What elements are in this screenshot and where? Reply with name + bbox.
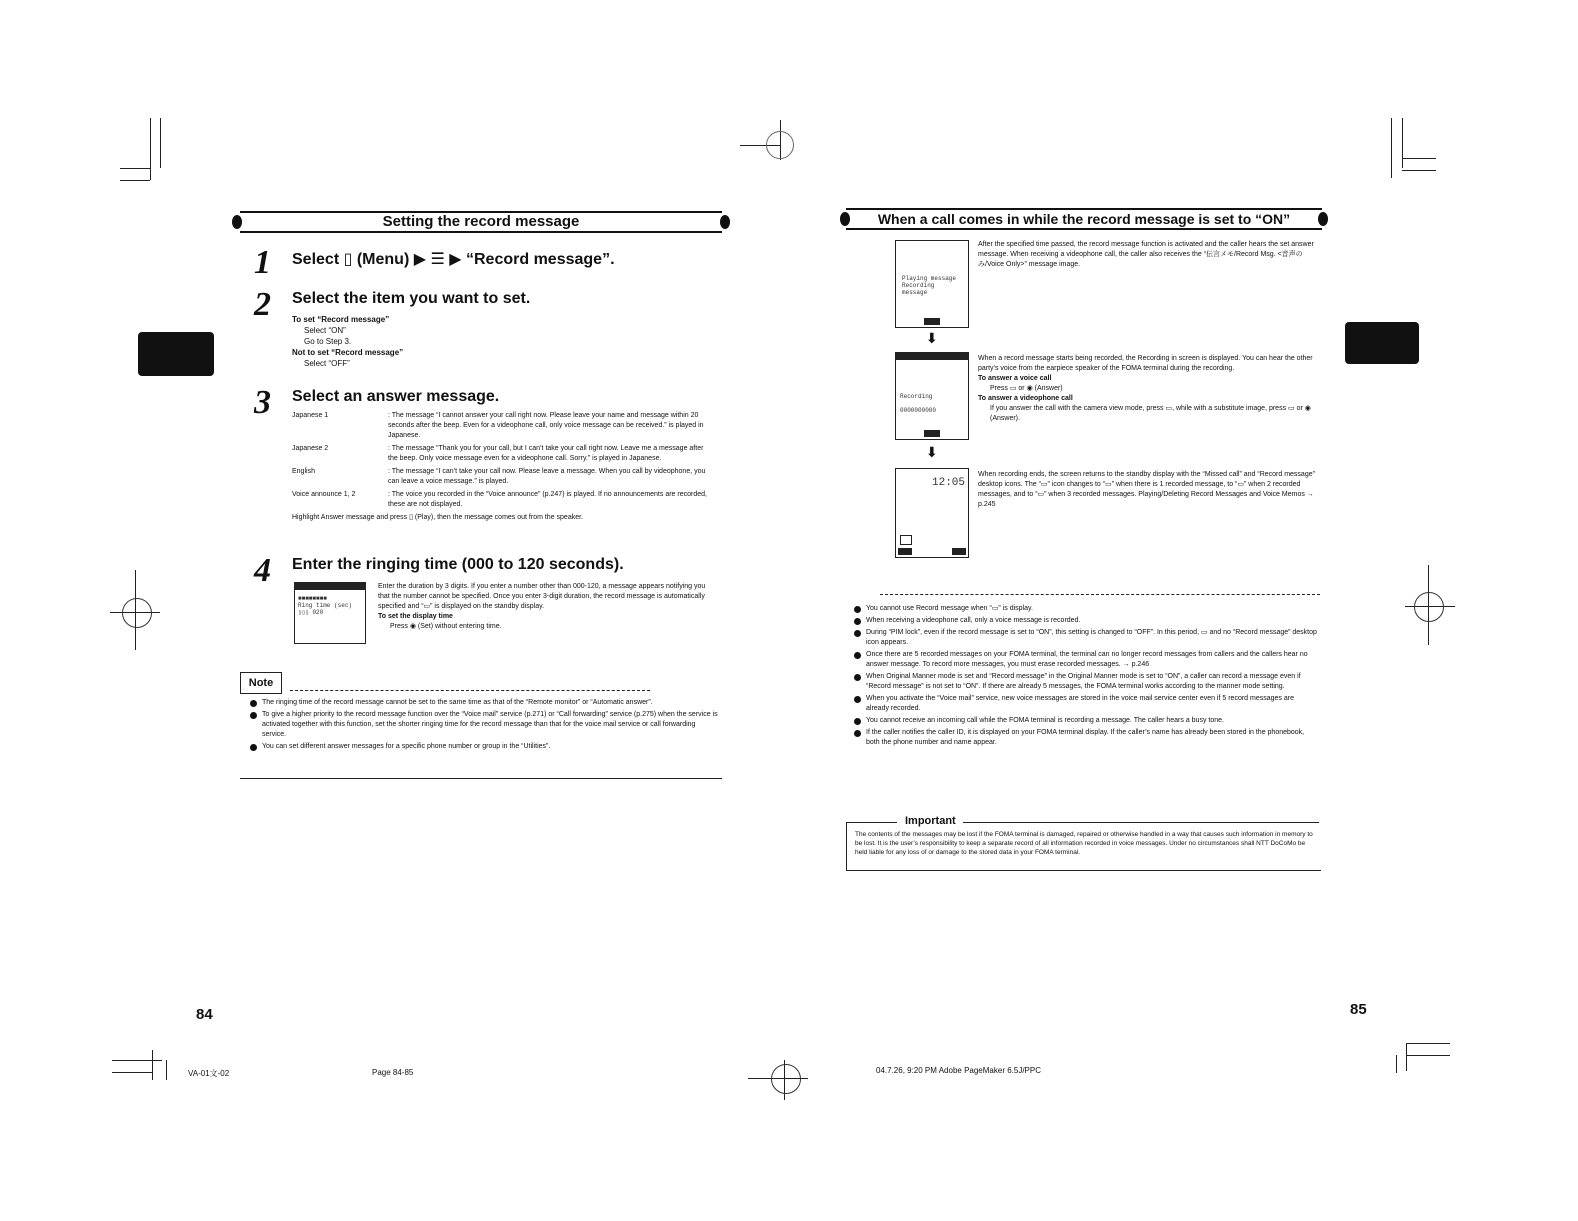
crop-mark bbox=[160, 118, 161, 168]
step-2-line: To set “Record message” bbox=[292, 315, 390, 324]
step-4-number: 4 bbox=[254, 552, 271, 589]
note-item: You can set different answer messages for a specific phone number or group in the “Utilities”. bbox=[248, 742, 718, 752]
flow-1-text: After the specified time passed, the record message function is activated and the caller hears the set answer message. When receiving a videophone call, the caller also receives the “伝言メモ/Record Msg. <音声のみ/Voice Only>” message image. bbox=[978, 241, 1314, 268]
answer-options bbox=[292, 411, 714, 523]
option-label: English bbox=[292, 468, 315, 475]
flow-2-text bbox=[978, 354, 1318, 424]
note-item: If the caller notifies the caller ID, it is displayed on your FOMA terminal display. If the caller’s name has already been stored in the phonebook, both the phone number and name appear. bbox=[852, 728, 1318, 748]
step-2-body bbox=[292, 314, 592, 369]
flow-2-line: To answer a videophone call bbox=[978, 395, 1073, 402]
option-text: : The message “I can’t take your call now. Please leave a message. When you call by videophone, you can leave a voice message.” is played. bbox=[388, 468, 706, 485]
important-rule bbox=[847, 822, 897, 823]
answer-option-japanese-1 bbox=[292, 411, 714, 441]
answer-option-english bbox=[292, 467, 714, 487]
crop-mark bbox=[1406, 1043, 1450, 1044]
step-1-number: 1 bbox=[254, 244, 271, 281]
crop-mark bbox=[1402, 118, 1403, 168]
crop-mark bbox=[1402, 170, 1436, 171]
step-4-body bbox=[378, 582, 714, 632]
down-arrow-icon: ⬇ bbox=[926, 444, 938, 460]
left-notes bbox=[248, 698, 718, 754]
screen-text: Recording 0000000000 bbox=[900, 393, 937, 414]
step-4-line: Enter the duration by 3 digits. If you enter a number other than 000-120, a message appears notifying you that the number cannot be specified. Once you enter 3-digit duration, the record message is automatically specified and “▭” is displayed on the standby display. bbox=[378, 583, 706, 610]
flow-3-text: When recording ends, the screen returns to the standby display with the “Missed call” and “Record message” desktop icons. The “▭” icon changes to “▭” when there is 1 recorded message, to “▭” when 2 recorded messages, and to “▭” when 3 recorded messages. Playing/Deleting Record Messages and Voice Memos → p.245 bbox=[978, 471, 1315, 508]
option-label: Japanese 2 bbox=[292, 445, 329, 452]
registration-circle bbox=[1414, 592, 1444, 622]
crop-mark bbox=[166, 1060, 167, 1080]
screen-softkey bbox=[924, 318, 940, 325]
header-dot bbox=[840, 212, 850, 226]
note-item: You cannot use Record message when “▭” is display. bbox=[852, 604, 1318, 614]
step-4-title: Enter the ringing time (000 to 120 seconds). bbox=[292, 556, 624, 573]
down-arrow-icon: ⬇ bbox=[926, 330, 938, 346]
important-text: The contents of the messages may be lost if the FOMA terminal is damaged, repaired or otherwise handled in a way that causes such information in memory to be lost. It is the user’s responsibility to keep a separate record of all information recorded in voice messages. Under no circumstances shall NTT DoCoMo be held liable for any loss of or damage to the stored data in your FOMA terminal. bbox=[855, 831, 1313, 856]
important-box bbox=[846, 815, 1321, 871]
note-label: Note bbox=[240, 672, 282, 694]
note-item: Once there are 5 recorded messages on your FOMA terminal, the terminal can no longer record messages from callers and the callers hear no answer message. To record more messages, you must erase recorded messages. → p.246 bbox=[852, 650, 1318, 670]
header-dot bbox=[720, 215, 730, 229]
step-4-line: Press ◉ (Set) without entering time. bbox=[390, 623, 502, 630]
flow-2-line: If you answer the call with the camera view mode, press ▭, while with a substitute image, press ▭ or ◉ (Answer). bbox=[990, 405, 1311, 422]
note-bottom-rule bbox=[240, 778, 722, 779]
screen-clock: 12:05 bbox=[932, 477, 966, 489]
right-section-title: When a call comes in while the record message is set to “ON” bbox=[877, 211, 1291, 227]
right-page-number: 85 bbox=[1350, 1001, 1367, 1018]
crop-mark bbox=[150, 118, 151, 180]
note-item: When receiving a videophone call, only a voice message is recorded. bbox=[852, 616, 1318, 626]
registration-circle bbox=[122, 598, 152, 628]
screen-text: Playing message Recording message bbox=[902, 275, 957, 296]
step-1-title: Select ▯ (Menu) ▶ ☰ ▶ “Record message”. bbox=[292, 251, 615, 268]
ring-time-screen bbox=[294, 582, 366, 644]
note-item: The ringing time of the record message cannot be set to the same time as that of the “Remote monitor” or “Automatic answer”. bbox=[248, 698, 718, 708]
crop-mark bbox=[112, 1060, 162, 1061]
note-item: To give a higher priority to the record message function over the “Voice mail” service (p.271) or “Call forwarding” service (p.275) when the service is activated together with this function, set the shorter ringing time for the record message than that for the voice mail service or call forwarding service. bbox=[248, 710, 718, 740]
step-2-title: Select the item you want to set. bbox=[292, 290, 531, 307]
screen-softkey bbox=[898, 548, 912, 555]
crop-mark bbox=[112, 1072, 152, 1073]
chapter-tab bbox=[138, 332, 214, 376]
crop-mark bbox=[152, 1050, 153, 1080]
right-section-header bbox=[846, 208, 1322, 230]
note-rule bbox=[880, 594, 1320, 595]
right-notes bbox=[852, 604, 1318, 750]
crop-mark bbox=[1402, 158, 1436, 159]
screen-softkey bbox=[952, 548, 966, 555]
flow-2-line: To answer a voice call bbox=[978, 375, 1052, 382]
option-text: : The message “Thank you for your call, but I can’t take your call right now. Leave me a message after the beep. Only voice message even for a videophone call. Sorry.” is played in Japanese. bbox=[388, 445, 704, 462]
highlight-instruction: Highlight Answer message and press ▯ (Play), then the message comes out from the speaker. bbox=[292, 514, 583, 521]
note-item: During “PIM lock”, even if the record message is set to “ON”, this setting is changed to “OFF”. In this period, ▭ and no “Record message” desktop icon appears. bbox=[852, 628, 1318, 648]
crop-mark bbox=[120, 180, 150, 181]
option-text: : The message “I cannot answer your call right now. Please leave your name and message within 20 seconds after the beep. Even for a videophone call, only voice message can be received.” is played in Japanese. bbox=[388, 412, 704, 439]
crop-mark bbox=[1396, 1055, 1397, 1073]
phone-screen-standby bbox=[895, 468, 969, 558]
option-text: : The voice you recorded in the “Voice announce” (p.247) is played. If no announcements are recorded, these are not displayed. bbox=[388, 491, 707, 508]
step-2-number: 2 bbox=[254, 286, 271, 323]
note-item: When Original Manner mode is set and “Record message” in the Original Manner mode is set to “ON”, a caller can record a message even if “Record message” is not set to “ON”. If there are already 5 messages, the FOMA terminal works according to the manner mode setting. bbox=[852, 672, 1318, 692]
important-label: Important bbox=[905, 815, 956, 827]
flow-2-line: Press ▭ or ◉ (Answer) bbox=[990, 385, 1063, 392]
note-item: When you activate the “Voice mail” service, new voice messages are stored in the voice mail service center even if 5 record messages are already recorded. bbox=[852, 694, 1318, 714]
registration-circle bbox=[766, 131, 794, 159]
screen-softkey bbox=[924, 430, 940, 437]
footer-page-range: Page 84-85 bbox=[372, 1068, 414, 1077]
phone-screen-playing bbox=[895, 240, 969, 328]
crop-mark bbox=[1406, 1055, 1450, 1056]
left-section-header bbox=[240, 211, 722, 233]
crop-mark bbox=[1391, 118, 1392, 178]
note-rule bbox=[290, 690, 650, 691]
step-2-line: Select “OFF” bbox=[304, 359, 350, 368]
answer-option-voice-announce bbox=[292, 490, 714, 510]
option-label: Voice announce 1, 2 bbox=[292, 491, 356, 498]
phone-screen-recording bbox=[895, 352, 969, 440]
left-page-number: 84 bbox=[196, 1006, 213, 1023]
chapter-tab bbox=[1345, 322, 1419, 364]
note-item: You cannot receive an incoming call while the FOMA terminal is recording a message. The caller hears a busy tone. bbox=[852, 716, 1318, 726]
desktop-icon bbox=[900, 535, 912, 545]
screen-title-bar bbox=[295, 583, 365, 590]
header-dot bbox=[232, 215, 242, 229]
footer-file-id: VA-01文-02 bbox=[188, 1069, 230, 1078]
important-rule bbox=[963, 822, 1319, 823]
screen-text: ■■■■■■■■ Ring time (sec) ▯▯▯ 020 bbox=[298, 595, 353, 616]
answer-option-japanese-2 bbox=[292, 444, 714, 464]
step-3-title: Select an answer message. bbox=[292, 388, 500, 405]
left-section-title: Setting the record message bbox=[382, 213, 580, 230]
step-3-number: 3 bbox=[254, 384, 271, 421]
step-2-line: Not to set “Record message” bbox=[292, 348, 404, 357]
step-2-line: Go to Step 3. bbox=[304, 337, 352, 346]
step-4-line: To set the display time bbox=[378, 613, 453, 620]
screen-title-bar bbox=[896, 353, 968, 360]
crop-mark bbox=[120, 168, 150, 169]
footer-timestamp: 04.7.26, 9:20 PM Adobe PageMaker 6.5J/PPC bbox=[876, 1066, 1041, 1075]
option-label: Japanese 1 bbox=[292, 412, 329, 419]
flow-2-line: When a record message starts being recorded, the Recording in screen is displayed. You can hear the other party’s voice from the earpiece speaker of the FOMA terminal during the recording. bbox=[978, 355, 1313, 372]
crop-mark bbox=[1406, 1043, 1407, 1071]
step-2-line: Select “ON” bbox=[304, 326, 346, 335]
header-dot bbox=[1318, 212, 1328, 226]
registration-circle bbox=[771, 1064, 801, 1094]
